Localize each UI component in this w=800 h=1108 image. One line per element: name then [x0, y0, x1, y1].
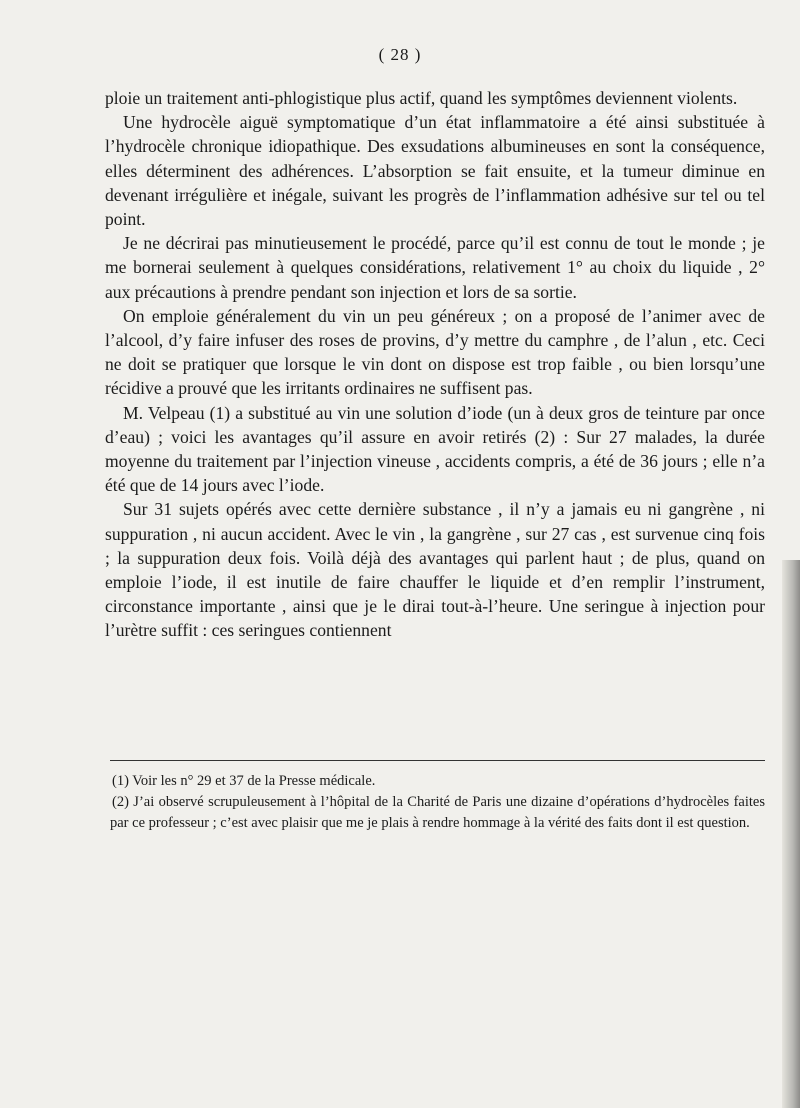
paragraph-continuation: ploie un traitement anti-phlogistique plus actif, quand les symptômes deviennent violents.: [105, 88, 738, 108]
paragraph-velpeau: M. Velpeau (1) a substitué au vin une solution d’iode (un à deux gros de teinture par once d’eau) ; voici les avantages qu’il assure en avoir retirés (2) : Sur 27 malades, la durée moyenne du traitement par l’injection vineuse , accidents compris, a été de 36 jours ; elle n’a été que de 14 jours avec l’iode.: [105, 402, 765, 496]
footnote-2: (2) J’ai observé scrupuleusement à l’hôpital de la Charité de Paris une dizaine d’opérations d’hydrocèles faites par ce professeur ; c’est avec plaisir que me je plais à rendre hommage à la vérité des faits dont il est question.: [110, 794, 765, 831]
footnote-1: (1) Voir les n° 29 et 37 de la Presse médicale.: [112, 773, 376, 789]
paragraph-results: Sur 31 sujets opérés avec cette dernière substance , il n’y a jamais eu ni gangrène , ni suppuration , ni aucun accident. Avec le vin , la gangrène , sur 27 cas , est survenue cinq fois ; la suppuration deux fois. Voilà déjà des avantages qui parlent haut ; de plus, quand on emploie l’iode, il est inutile de faire chauffer le liquide et d’en remplir l’instrument, circonstance importante , ainsi que je le dirai tout-à-l’heure. Une seringue à injection pour l’urètre suffit : ces seringues contiennent: [105, 499, 765, 641]
main-text: [105, 86, 765, 643]
page-number: ( 28 ): [378, 45, 422, 64]
paragraph-procedure: Je ne décrirai pas minutieusement le procédé, parce qu’il est connu de tout le monde ; je me bornerai seulement à quelques considérations, relativement 1° au choix du liquide , 2° aux précautions à prendre pendant son injection et lors de sa sortie.: [105, 233, 765, 302]
page-edge-shadow: [782, 560, 800, 1108]
footnotes: [110, 771, 765, 834]
footnote-divider: [110, 760, 765, 761]
paragraph-hydrocele: Une hydrocèle aiguë symptomatique d’un état inflammatoire a été ainsi substituée à l’hydrocèle chronique idiopathique. Des exsudations albumineuses en sont la conséquence, elles déterminent des adhérences. L’absorption se fait ensuite, et la tumeur diminue en devenant irrégulière et inégale, suivant les progrès de l’inflammation adhésive sur tel ou tel point.: [105, 112, 765, 230]
paragraph-wine: On emploie généralement du vin un peu généreux ; on a proposé de l’animer avec de l’alcool, d’y faire infuser des roses de provins, d’y mettre du camphre , de l’alun , etc. Ceci ne doit se pratiquer que lorsque le vin dont on dispose est trop faible , ou bien lorsqu’une récidive a prouvé que les irritants ordinaires ne suffisent pas.: [105, 305, 765, 399]
